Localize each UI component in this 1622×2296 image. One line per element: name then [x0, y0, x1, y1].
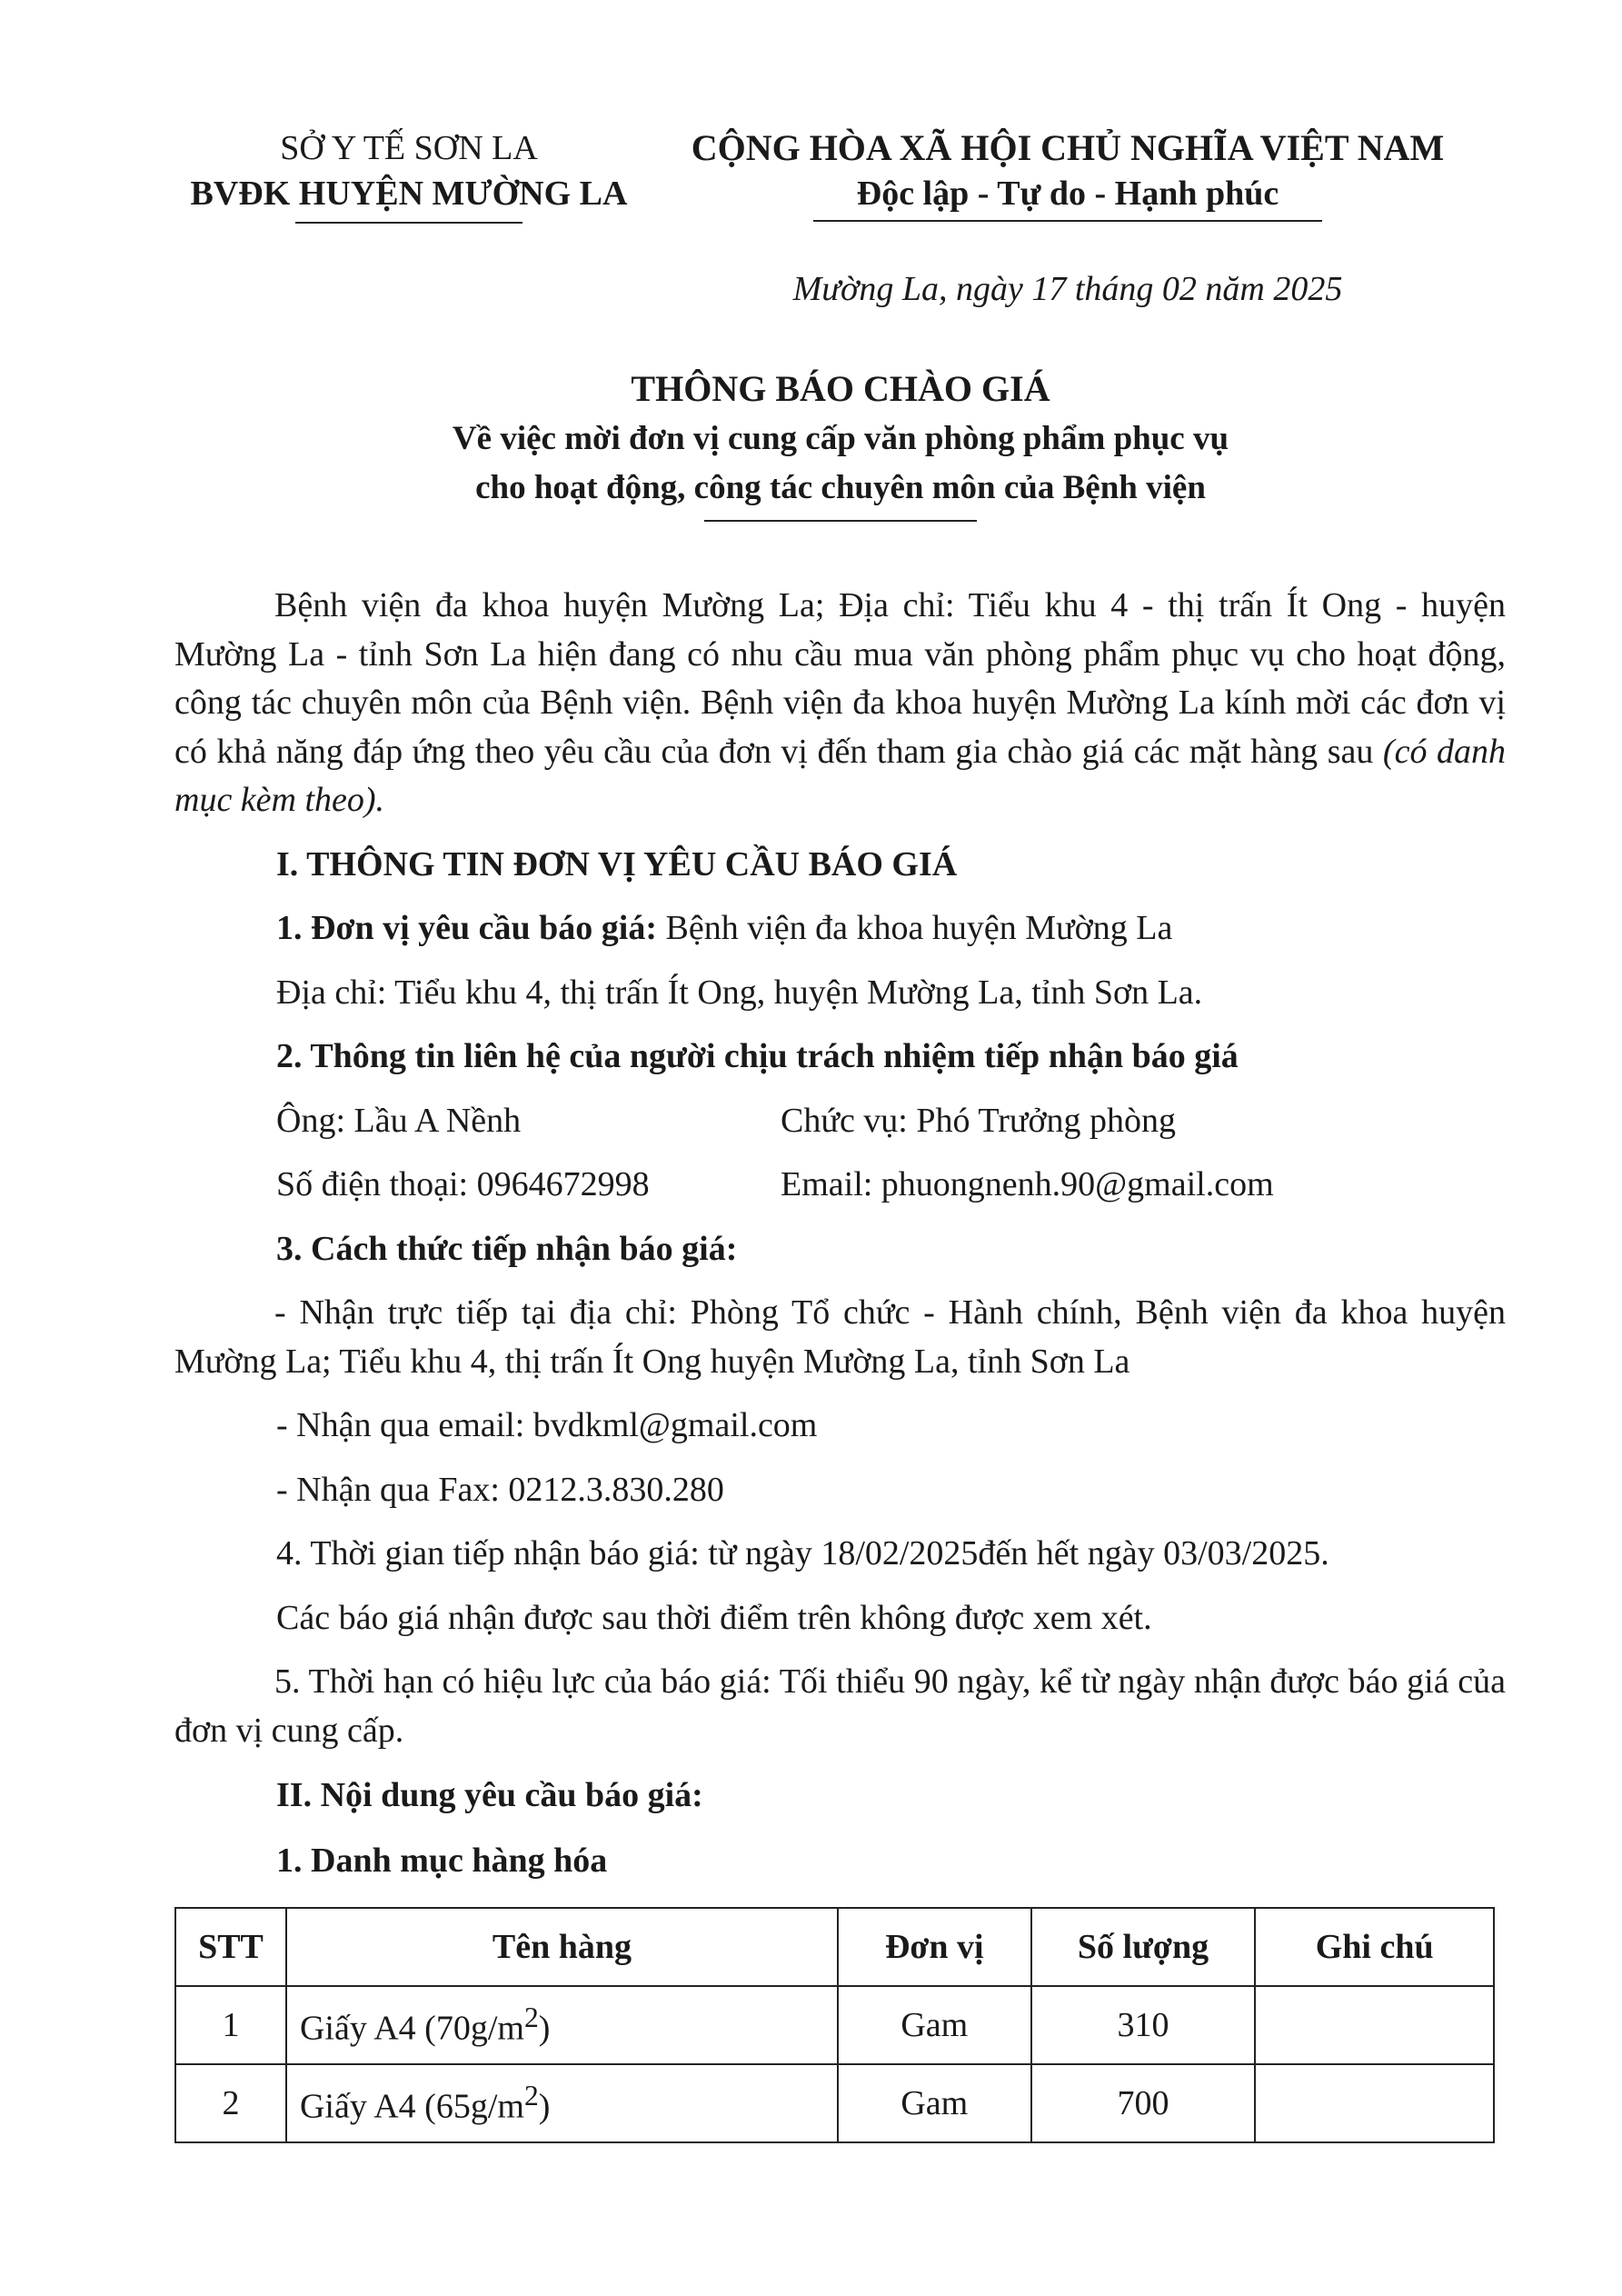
table-header-row	[175, 1908, 1494, 1986]
section2-heading: II. Nội dung yêu cầu báo giá:	[276, 1776, 703, 1814]
item-name-close: )	[538, 2087, 551, 2126]
row-stt: 2	[175, 2064, 286, 2142]
row-unit: Gam	[838, 1986, 1031, 2064]
section1-item4-note: Các báo giá nhận được sau thời điểm trên không được xem xét.	[276, 1598, 1152, 1637]
column-header-unit: Đơn vị	[838, 1908, 1031, 1986]
date-line: Mường La, ngày 17 tháng 02 năm 2025	[792, 270, 1343, 308]
section1-address: Địa chỉ: Tiểu khu 4, thị trấn Ít Ong, huyện Mường La, tỉnh Sơn La.	[276, 973, 1203, 1012]
contact-row-1	[174, 1097, 1506, 1146]
item1-label: 1. Đơn vị yêu cầu báo giá:	[276, 909, 658, 947]
column-header-name: Tên hàng	[286, 1908, 838, 1986]
section1-heading: I. THÔNG TIN ĐƠN VỊ YÊU CẦU BÁO GIÁ	[276, 844, 958, 883]
document-body	[174, 582, 1506, 1885]
section1-item1	[174, 904, 1506, 953]
section2-sub1: 1. Danh mục hàng hóa	[276, 1841, 608, 1880]
row-note	[1255, 1986, 1494, 2064]
motto: Độc lập - Tự do - Hạnh phúc	[856, 175, 1279, 213]
item-name-superscript: 2	[523, 2002, 539, 2034]
intro-text: Bệnh viện đa khoa huyện Mường La; Địa chỉ: Tiểu khu 4 - thị trấn Ít Ong - huyện Mường La - tỉnh Sơn La hiện đang có nhu cầu mua văn phòng phẩm phục vụ cho hoạt động, công tác chuyên môn của Bệnh viện. Bệnh viện đa khoa huyện Mường La kính mời các đơn vị có khả năng đáp ứng theo yêu cầu của đơn vị đến tham gia chào giá các mặt hàng sau	[174, 586, 1506, 771]
section1-item2-heading: 2. Thông tin liên hệ của người chịu trách nhiệm tiếp nhận báo giá	[276, 1037, 1239, 1075]
row-unit: Gam	[838, 2064, 1031, 2142]
column-header-stt: STT	[175, 1908, 286, 1986]
row-note	[1255, 2064, 1494, 2142]
country-name: CỘNG HÒA XÃ HỘI CHỦ NGHĨA VIỆT NAM	[691, 127, 1445, 168]
intro-paragraph	[174, 582, 1506, 825]
document-subject-line1: Về việc mời đơn vị cung cấp văn phòng phẩm phục vụ	[452, 420, 1229, 457]
section1-item3-heading: 3. Cách thức tiếp nhận báo giá:	[276, 1229, 738, 1268]
receive-fax: - Nhận qua Fax: 0212.3.830.280	[276, 1470, 724, 1509]
item-name-close: )	[538, 2009, 551, 2048]
column-header-quantity: Số lượng	[1031, 1908, 1256, 1986]
contact-email: Email: phuongnenh.90@gmail.com	[781, 1165, 1274, 1203]
row-quantity: 700	[1031, 2064, 1256, 2142]
contact-name: Ông: Lầu A Nềnh	[276, 1101, 522, 1140]
issuer-hospital: BVĐK HUYỆN MƯỜNG LA	[190, 175, 628, 213]
goods-table	[174, 1907, 1495, 2143]
row-quantity: 310	[1031, 1986, 1256, 2064]
contact-position: Chức vụ: Phó Trưởng phòng	[781, 1101, 1177, 1140]
document-title: THÔNG BÁO CHÀO GIÁ	[631, 368, 1050, 409]
document-title-block	[273, 364, 1408, 522]
row-item-name	[286, 2064, 838, 2142]
item-name-superscript: 2	[523, 2080, 539, 2112]
table-row	[175, 1986, 1494, 2064]
row-stt: 1	[175, 1986, 286, 2064]
motto-underline	[813, 220, 1322, 222]
receive-email: - Nhận qua email: bvdkml@gmail.com	[276, 1406, 818, 1444]
item1-value: Bệnh viện đa khoa huyện Mường La	[657, 909, 1173, 947]
title-underline	[704, 520, 977, 522]
table-row	[175, 2064, 1494, 2142]
intro-italic-note: (có danh mục kèm theo).	[174, 732, 1506, 819]
contact-phone: Số điện thoại: 0964672998	[276, 1165, 650, 1203]
row-item-name	[286, 1986, 838, 2064]
issuer-block	[154, 125, 663, 224]
national-motto-block	[659, 125, 1477, 222]
receive-direct: - Nhận trực tiếp tại địa chỉ: Phòng Tổ chức - Hành chính, Bệnh viện đa khoa huyện Mường La; Tiểu khu 4, thị trấn Ít Ong huyện Mường La, tỉnh Sơn La	[174, 1293, 1506, 1381]
section1-item4: 4. Thời gian tiếp nhận báo giá: từ ngày 18/02/2025đến hết ngày 03/03/2025.	[276, 1534, 1329, 1572]
issuer-underline	[295, 222, 522, 224]
contact-row-2	[174, 1161, 1506, 1210]
column-header-note: Ghi chú	[1255, 1908, 1494, 1986]
section1-item5: 5. Thời hạn có hiệu lực của báo giá: Tối thiểu 90 ngày, kể từ ngày nhận được báo giá của đơn vị cung cấp.	[174, 1662, 1506, 1750]
item-name-text: Giấy A4 (65g/m	[299, 2087, 524, 2126]
item-name-text: Giấy A4 (70g/m	[299, 2009, 524, 2048]
document-subject-line2: cho hoạt động, công tác chuyên môn của Bệnh viện	[475, 469, 1206, 506]
issuer-department: SỞ Y TẾ SƠN LA	[280, 129, 538, 167]
